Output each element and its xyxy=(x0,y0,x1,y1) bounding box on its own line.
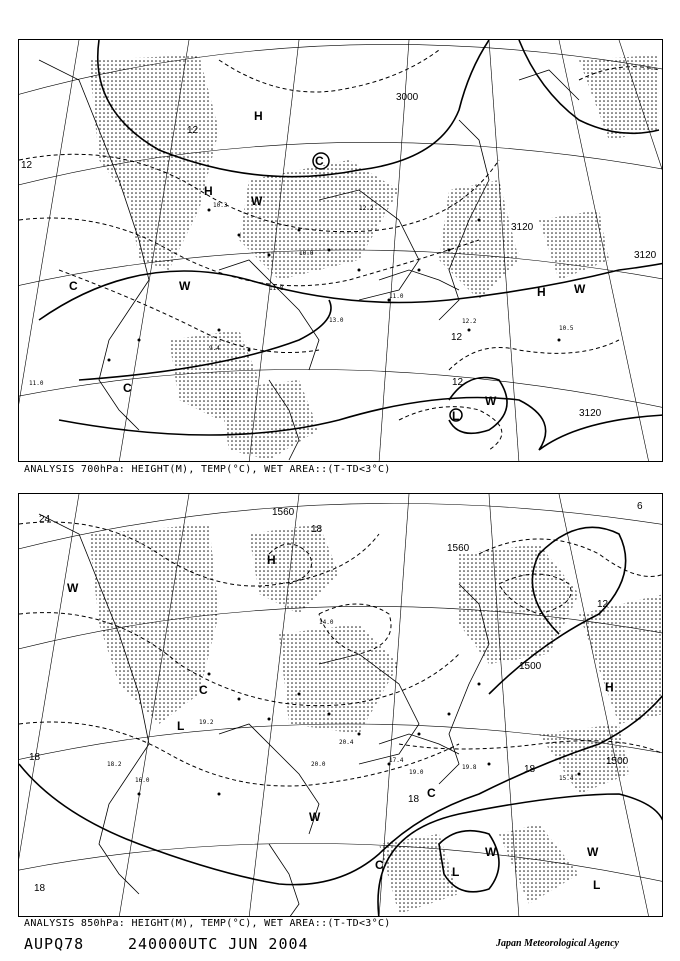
low-center-label: L xyxy=(593,878,601,892)
warm-center-label: W xyxy=(587,845,599,859)
low-center-label: L xyxy=(452,865,460,879)
warm-center-label: W xyxy=(251,194,263,208)
station-value: 10.3 xyxy=(213,202,228,209)
high-center-label: H xyxy=(605,680,614,694)
map-panel-700hpa xyxy=(18,39,663,462)
height-label: 3120 xyxy=(511,222,534,233)
temp-label: 6 xyxy=(637,501,643,512)
temp-label: 18 xyxy=(408,794,420,805)
station-value: 11.0 xyxy=(389,293,404,300)
temp-label: 24 xyxy=(39,514,51,525)
height-label: 1560 xyxy=(272,507,295,518)
station-value: 19.2 xyxy=(199,719,214,726)
temp-label: 18 xyxy=(524,764,536,775)
station-value: 17.4 xyxy=(389,757,404,764)
cold-center-label: C xyxy=(427,786,436,800)
cold-center-label: C xyxy=(123,381,132,395)
wet-area-shading xyxy=(89,524,663,914)
warm-center-label: W xyxy=(485,394,497,408)
cold-center-label: C xyxy=(69,279,78,293)
caption-850hpa: ANALYSIS 850hPa: HEIGHT(M), TEMP(°C), WET AREA::(T-TD<3°C) xyxy=(24,918,391,929)
cold-center-label: C xyxy=(315,154,324,168)
station-value: 20.4 xyxy=(339,739,354,746)
station-value: 9.4 xyxy=(209,345,220,352)
warm-center-label: W xyxy=(485,845,497,859)
temp-label: 12 xyxy=(452,377,464,388)
temp-label: 12 xyxy=(597,599,609,610)
temp-label: 12 xyxy=(451,332,463,343)
station-value: 12.2 xyxy=(359,205,374,212)
warm-center-label: W xyxy=(179,279,191,293)
temp-label: 12 xyxy=(187,125,199,136)
warm-center-label: W xyxy=(309,810,321,824)
station-value: 19.0 xyxy=(409,769,424,776)
station-value: 13.0 xyxy=(329,317,344,324)
map-700hpa-svg xyxy=(19,40,663,462)
high-center-label: H xyxy=(204,184,213,198)
station-value: 18.2 xyxy=(107,761,122,768)
warm-center-label: W xyxy=(67,581,79,595)
caption-700hpa: ANALYSIS 700hPa: HEIGHT(M), TEMP(°C), WET AREA::(T-TD<3°C) xyxy=(24,464,391,475)
station-value: 10.5 xyxy=(559,325,574,332)
agency-credit: Japan Meteorological Agency xyxy=(496,938,619,949)
chart-id: AUPQ78 xyxy=(24,935,85,953)
map-panel-850hpa xyxy=(18,493,663,917)
station-value: 20.0 xyxy=(311,761,326,768)
temp-label: 18 xyxy=(34,883,46,894)
cold-center-label: C xyxy=(375,858,384,872)
height-label: 3000 xyxy=(396,92,419,103)
temp-label: 18 xyxy=(311,524,323,535)
station-value: 12.2 xyxy=(462,318,477,325)
height-label: 1560 xyxy=(447,543,470,554)
low-center-label: L xyxy=(452,409,460,423)
station-value: 11.8 xyxy=(269,285,284,292)
station-value: 10.0 xyxy=(299,250,314,257)
high-center-label: H xyxy=(267,553,276,567)
temp-label: 18 xyxy=(29,752,41,763)
station-value: 14.0 xyxy=(319,619,334,626)
height-label: 1500 xyxy=(519,661,542,672)
height-label: 3120 xyxy=(634,250,657,261)
height-label: 3120 xyxy=(579,408,602,419)
high-center-label: H xyxy=(254,109,263,123)
high-center-label: H xyxy=(537,285,546,299)
station-value: 15.4 xyxy=(559,775,574,782)
station-value: 19.8 xyxy=(462,764,477,771)
warm-center-label: W xyxy=(574,282,586,296)
station-value: 16.0 xyxy=(135,777,150,784)
valid-time: 240000UTC JUN 2004 xyxy=(128,935,309,953)
cold-center-label: C xyxy=(199,683,208,697)
station-value: 11.0 xyxy=(29,380,44,387)
low-center-label: L xyxy=(177,719,185,733)
temp-label: 12 xyxy=(21,160,33,171)
height-label: 1500 xyxy=(606,756,629,767)
map-850hpa-svg xyxy=(19,494,663,917)
